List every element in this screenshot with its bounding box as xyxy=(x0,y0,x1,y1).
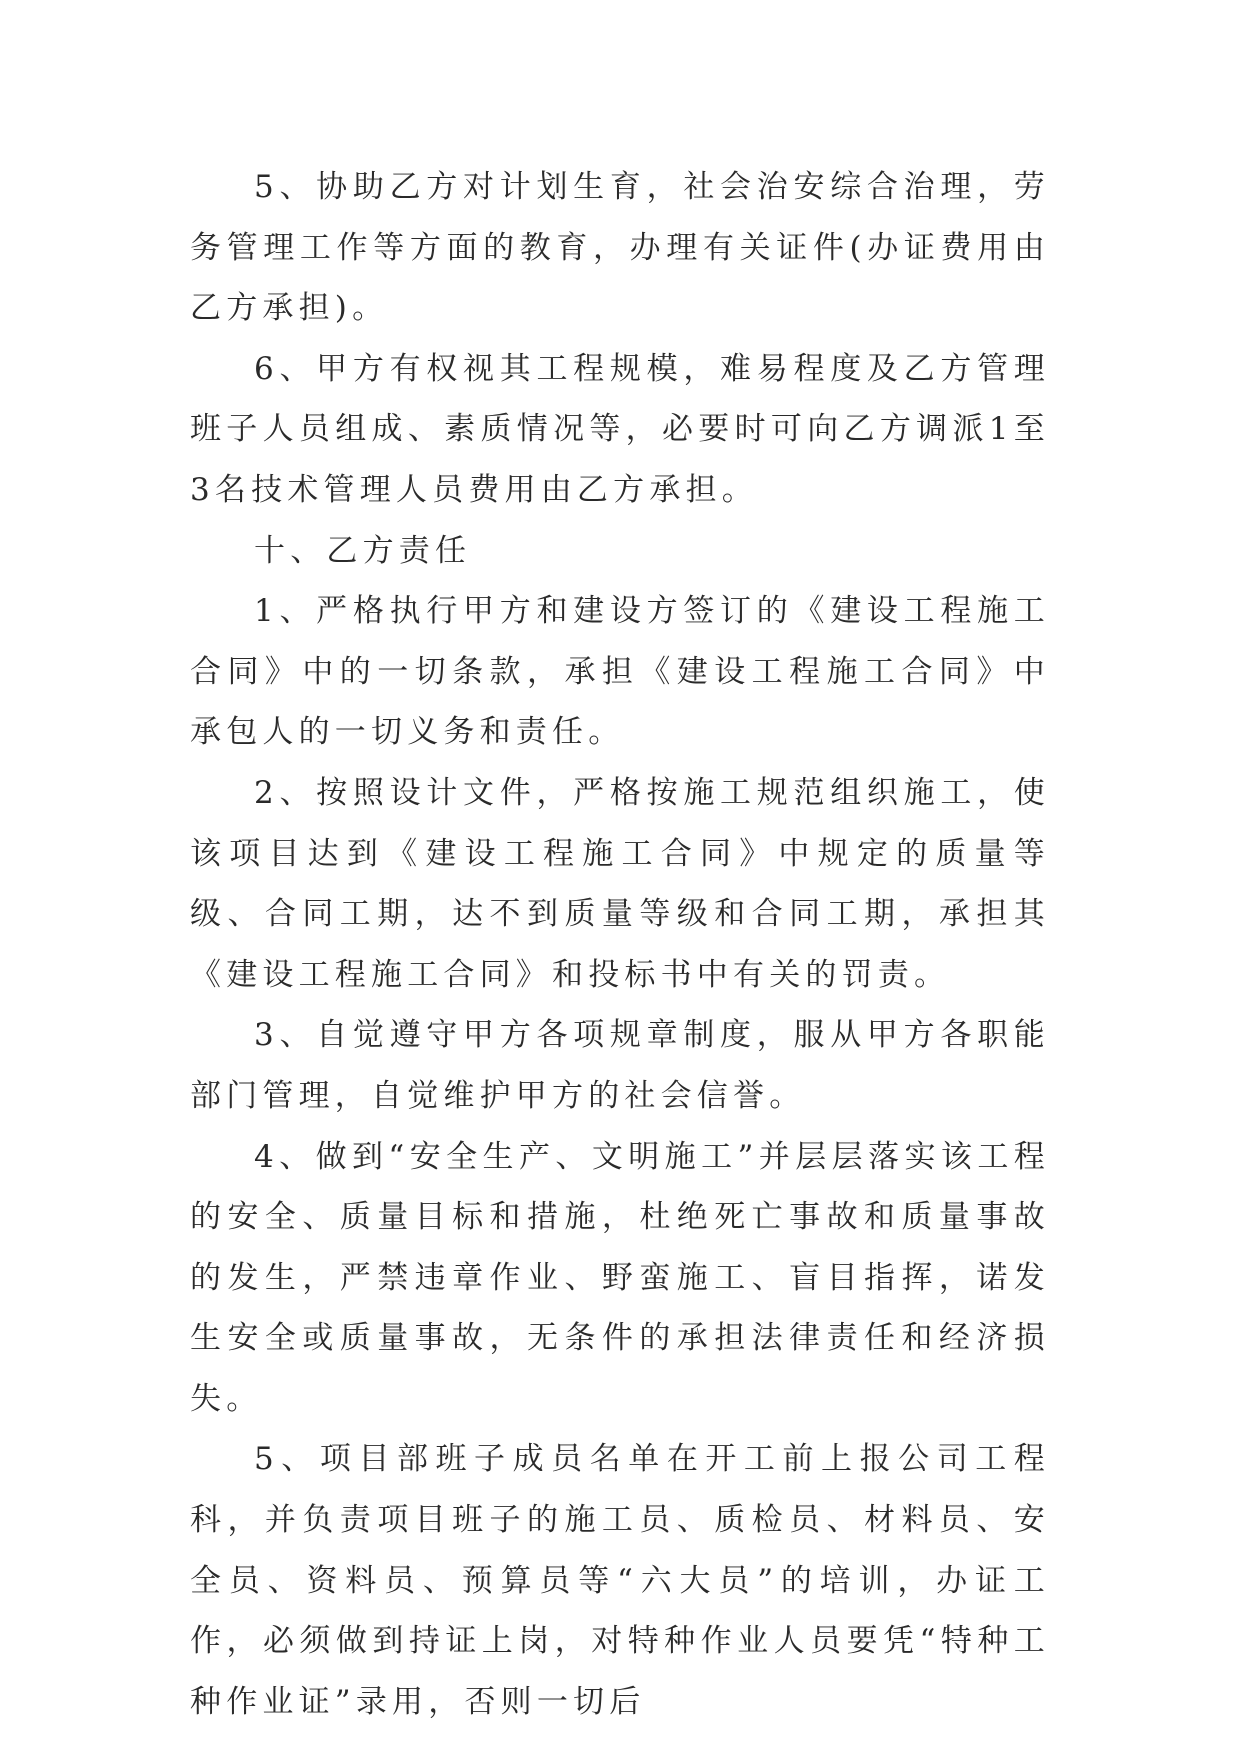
clause-10-5: 5、项目部班子成员名单在开工前上报公司工程科，并负责项目班子的施工员、质检员、材料员、安全员、资料员、预算员等“六大员”的培训，办证工作，必须做到持证上岗，对特种作业人员要凭“特种工种作业证”录用，否则一切后 xyxy=(190,1441,1050,1720)
clause-10-1: 1、严格执行甲方和建设方签订的《建设工程施工合同》中的一切条款，承担《建设工程施工合同》中承包人的一切义务和责任。 xyxy=(190,593,1050,751)
section-10-heading: 十、乙方责任 xyxy=(254,532,472,569)
clause-10-2: 2、按照设计文件，严格按施工规范组织施工，使该项目达到《建设工程施工合同》中规定的质量等级、合同工期，达不到质量等级和合同工期，承担其《建设工程施工合同》和投标书中有关的罚责。 xyxy=(190,774,1050,993)
clause-9-6: 6、甲方有权视其工程规模，难易程度及乙方管理班子人员组成、素质情况等，必要时可向乙方调派1至3名技术管理人员费用由乙方承担。 xyxy=(190,350,1050,508)
document-body xyxy=(190,157,1050,1732)
clause-10-3: 3、自觉遵守甲方各项规章制度，服从甲方各职能部门管理，自觉维护甲方的社会信誉。 xyxy=(190,1017,1050,1114)
clause-9-5: 5、协助乙方对计划生育，社会治安综合治理，劳务管理工作等方面的教育，办理有关证件(办证费用由乙方承担)。 xyxy=(190,169,1050,327)
clause-10-4: 4、做到“安全生产、文明施工”并层层落实该工程的安全、质量目标和措施，杜绝死亡事故和质量事故的发生，严禁违章作业、野蛮施工、盲目指挥，诺发生安全或质量事故，无条件的承担法律责任和经济损失。 xyxy=(190,1138,1050,1417)
